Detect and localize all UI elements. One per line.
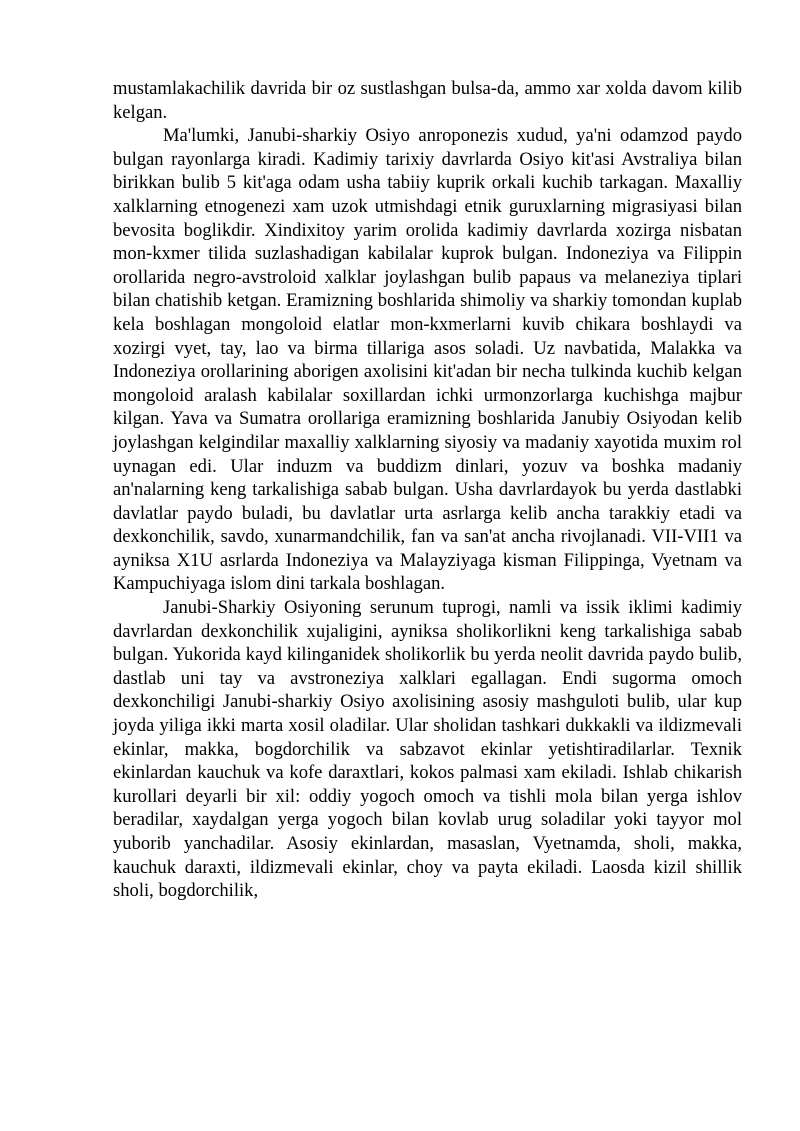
paragraph-agriculture: Janubi-Sharkiy Osiyoning serunum tuprogi, namli va issik iklimi kadimiy davrlardan dexkonchilik xujaligini, ayniksa sholikorlikni keng tarkalishiga sabab bulgan. Yukorida kayd kilinganidek sholikorlik bu yerda neolit davrida paydo bulib, dastlab uni tay va avstroneziya xalklari egallagan. Endi sugorma omoch dexkonchiligi Janubi-sharkiy Osiyo axolisining asosiy mashguloti bulib, ular kup joyda yiliga ikki marta xosil oladilar. Ular sholidan tashkari dukkakli va ildizmevali ekinlar, makka, bogdorchilik va sabzavot ekinlar yetishtiradilarlar. Texnik ekinlardan kauchuk va kofe daraxtlari, kokos palmasi xam ekiladi. Ishlab chikarish kurollari deyarli bir xil: oddiy yogoch omoch va tishli mola bilan yerga ishlov beradilar, xaydalgan yerga yogoch bilan kovlab urug soladilar yoki tayyor mol yuborib yanchadilar. Asosiy ekinlardan, masaslan, Vyetnamda, sholi, makka, kauchuk daraxti, ildizmevali ekinlar, choy va payta ekiladi. Laosda kizil shillik sholi, bogdorchilik, xyxy=(113,597,742,902)
paragraph-colonial-period: mustamlakachilik davrida bir oz sustlashgan bulsa-da, ammo xar xolda davom kilib kelgan. xyxy=(113,78,742,123)
paragraph-ethnogenesis: Ma'lumki, Janubi-sharkiy Osiyo anroponezis xudud, ya'ni odamzod paydo bulgan rayonlarga kiradi. Kadimiy tarixiy davrlarda Osiyo kit'asi Avstraliya bilan birikkan bulib 5 kit'aga odam usha tabiiy kuprik orkali kuchib tarkagan. Maxalliy xalklarning etnogenezi xam uzok utmishdagi etnik guruxlarning migrasiyasi bilan bevosita boglikdir. Xindixitoy yarim orolida kadimiy davrlarda xozirga nisbatan mon-kxmer tilida suzlashadigan kabilalar kuprok bulgan. Indoneziya va Filippin orollarida negro-avstroloid xalklar joylashgan bulib papaus va melaneziya tiplari bilan chatishib ketgan. Eramizning boshlarida shimoliy va sharkiy tomondan kuplab kela boshlagan mongoloid elatlar mon-kxmerlarni kuvib chikara boshlaydi va xozirgi vyet, tay, lao va birma tillariga asos soladi. Uz navbatida, Malakka va Indoneziya orollarining aborigen axolisini kit'adan bir necha tulkinda kuchib kelgan mongoloid aralash kabilalar soxillardan ichki urmonzorlarga kuchishga majbur kilgan. Yava va Sumatra orollariga eramizning boshlarida Janubiy Osiyodan kelib joylashgan kelgindilar maxalliy xalklarning siyosiy va madaniy xayotida muxim rol uynagan edi. Ular induzm va buddizm dinlari, yozuv va boshka madaniy an'nalarning keng tarkalishiga sabab bulgan. Usha davrlardayok bu yerda dastlabki davlatlar paydo buladi, bu davlatlar urta asrlarga kelib ancha tarakkiy etadi va dexkonchilik, savdo, xunarmandchilik, fan va san'at ancha rivojlanadi. VII-VII1 va ayniksa X1U asrlarda Indoneziya va Malayziyaga kisman Filippinga, Vyetnam va Kampuchiyaga islom dini tarkala boshlagan. xyxy=(113,125,742,595)
document-page xyxy=(113,77,742,903)
